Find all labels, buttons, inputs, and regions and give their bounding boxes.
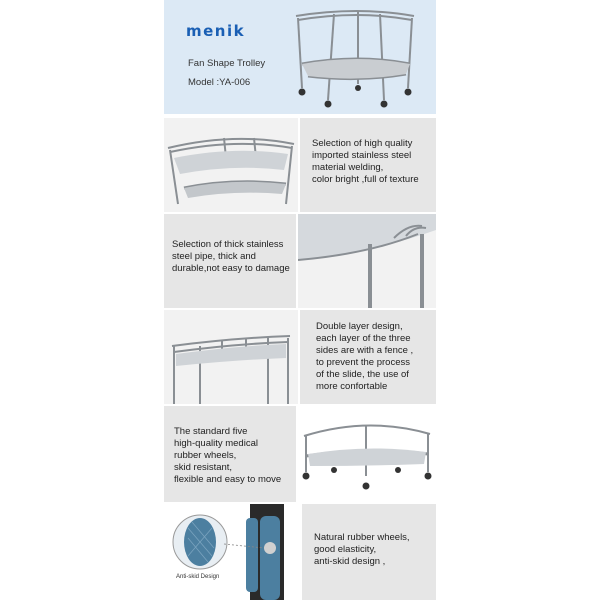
product-name: Fan Shape Trolley <box>188 58 266 69</box>
trolley-wheels-image <box>298 406 436 502</box>
section-rubber-wheels <box>164 406 436 502</box>
section-text-panel <box>300 118 436 212</box>
section-double-layer <box>164 310 436 404</box>
double-layer-image <box>164 310 298 404</box>
section-description: Double layer design, each layer of the three sides are with a fence , to prevent the process of the slide, the use of more confortable <box>316 321 414 392</box>
section-text-panel <box>164 214 296 308</box>
section-stainless-material <box>164 118 436 212</box>
header-panel <box>164 0 436 114</box>
section-description: Natural rubber wheels, good elasticity, anti-skid design , <box>314 532 410 567</box>
brand-logo: menik <box>186 22 246 40</box>
section-thick-pipe <box>164 214 436 308</box>
section-text-panel <box>302 504 436 600</box>
pipe-closeup-image <box>298 214 436 308</box>
section-description: The standard five high-quality medical rubber wheels, skid resistant, flexible and easy to move <box>174 426 282 485</box>
section-description: Selection of thick stainless steel pipe, thick and durable,not easy to damage <box>172 239 290 274</box>
anti-skid-caption: Anti-skid Design <box>176 574 220 580</box>
section-text-panel <box>300 310 436 404</box>
product-model: Model :YA-006 <box>188 77 251 88</box>
trolley-hero-image <box>288 4 428 110</box>
section-anti-skid <box>164 504 436 600</box>
wheel-closeup-image <box>164 504 300 600</box>
section-text-panel <box>164 406 296 502</box>
section-description: Selection of high quality imported stainless steel material welding, color bright ,full of texture <box>312 138 419 185</box>
trolley-top-image <box>164 118 298 212</box>
